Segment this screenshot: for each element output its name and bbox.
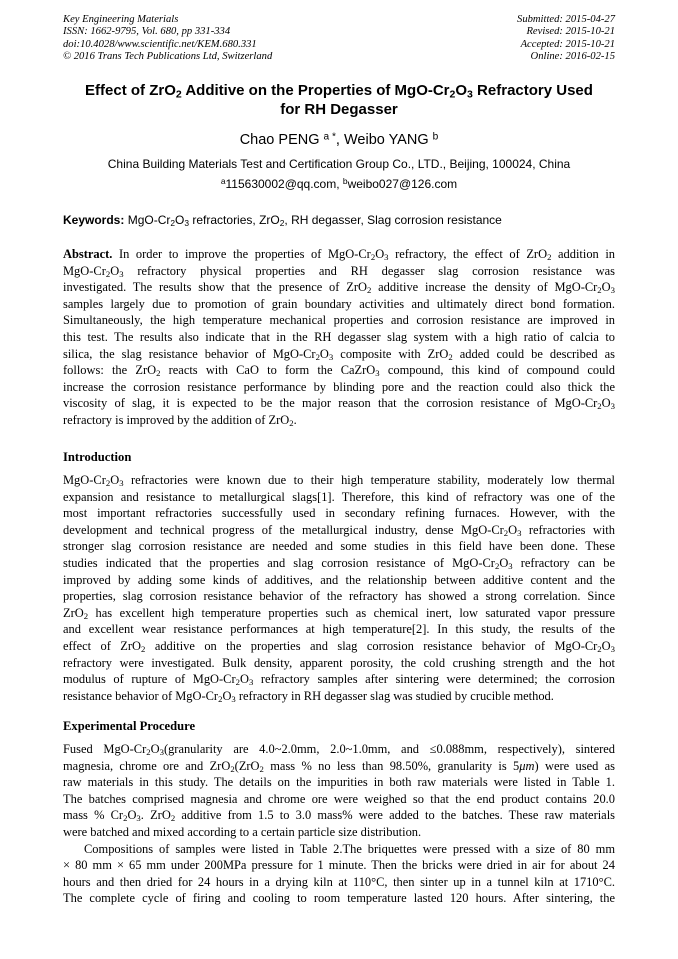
text-line: [63, 296, 615, 313]
issn-line: ISSN: 1662-9795, Vol. 680, pp 331-334: [63, 26, 231, 38]
text-run: improved by adding some kinds of additives, and the relationship between additive content and the: [63, 572, 615, 587]
text-run: raw materials in this study. The details on the impurities in both raw materials were listed in Table 1.: [63, 775, 615, 790]
text-line: [63, 791, 615, 808]
text-line: [63, 588, 615, 605]
introduction-body: [63, 472, 615, 704]
text-run: ZrO: [63, 605, 84, 620]
text-line: [63, 824, 615, 841]
text-run: refractory is improved by the addition of ZrO: [63, 412, 290, 427]
text-line: [63, 890, 615, 907]
text-run: resistance behavior of MgO-Cr: [63, 688, 219, 703]
text-line: [63, 774, 615, 791]
title-text: Effect of ZrO: [85, 82, 176, 99]
title-text: Additive on the Properties of MgO-Cr: [181, 82, 450, 99]
text-run: additive from 1.5 to 3.0 mass% were added to the batches. These raw materials: [175, 808, 615, 823]
text-run: (granularity are 4.0~2.0mm, 2.0~1.0mm, and ≤0.088mm, respectively), sintered: [163, 742, 615, 756]
subscript: 3: [159, 747, 164, 758]
text-line: [63, 741, 615, 758]
subscript: 3: [119, 268, 124, 279]
text-run: and excellent wear resistance performances at high temperature[2]. In this study, the results of the: [63, 622, 615, 637]
text-line: [63, 857, 615, 874]
text-run: . ZrO: [140, 808, 171, 823]
text-line: [63, 758, 615, 775]
subscript: 3: [119, 478, 124, 489]
author-affiliation-marker: a *: [323, 131, 336, 143]
text-line: [63, 312, 615, 329]
subscript: 2: [105, 268, 111, 279]
subscript: 2: [494, 561, 500, 572]
text-run: reacts with CaO to form the CaZrO: [160, 363, 376, 378]
text-line: [63, 874, 615, 891]
text-line: [63, 538, 615, 555]
subscript: 3: [375, 368, 380, 379]
subscript: 2: [218, 693, 223, 704]
text-line: [63, 279, 615, 296]
text-line: [63, 246, 615, 263]
text-run: properties, slag corrosion resistance behavior of the refractory has showed a strong correlation. Since: [63, 589, 615, 604]
text-run: increase the corrosion resistance performance by blinding pore and the reaction could also thick the: [63, 379, 615, 394]
subscript: 2: [449, 88, 456, 101]
text-line: [63, 841, 615, 858]
text-line: [63, 263, 615, 280]
text-run: composite with ZrO: [333, 346, 449, 361]
subscript: 3: [136, 813, 141, 824]
text-run: magnesia, chrome ore and ZrO: [63, 758, 231, 773]
accepted-date: Accepted: 2015-10-21: [520, 38, 615, 50]
text-run: × 80 mm × 65 mm under 200MPa pressure for 1 minute. Then the bricks were dried in air for about 24: [63, 858, 615, 873]
text-run: refractories were known due to their high temperature stability, moderately low thermal: [123, 473, 615, 487]
subscript: 2: [503, 527, 509, 538]
text-run: were batched and mixed according to a certain particle size distribution.: [63, 824, 422, 839]
text-run: O: [601, 638, 611, 653]
text-run: O: [319, 346, 329, 361]
subscript: 3: [231, 693, 236, 704]
text-run: refractory were investigated. Bulk density, apparent porosity, the cold crushing strength and the hot: [63, 655, 615, 670]
text-run: Fused MgO-Cr: [63, 742, 147, 756]
text-run: The complete cycle of firing and cooling to room temperature lasted 120 hours. After sintering, the: [63, 891, 615, 906]
text-run: O: [601, 396, 611, 411]
text-run: refractory, the effect of ZrO: [388, 247, 548, 261]
subscript: 3: [467, 88, 473, 101]
subscript: 2: [289, 418, 294, 429]
text-run: refractory samples after sintering were determined; the corrosion: [253, 672, 615, 687]
introduction-heading: Introduction: [63, 450, 132, 464]
email-marker: a: [220, 176, 226, 187]
text-run: O: [222, 688, 232, 703]
text-run: expansion and resistance to metallurgical slags[1]. Therefore, this kind of refractory was one of the: [63, 489, 615, 504]
subscript: 2: [370, 252, 376, 263]
keyword-text: O: [175, 213, 185, 227]
text-run: MgO-Cr: [63, 263, 106, 278]
author-separator: ,: [335, 132, 344, 148]
text-line: [63, 572, 615, 589]
text-run: In order to improve the properties of MgO-Cr: [112, 247, 371, 261]
experimental-body: [63, 741, 615, 907]
text-run: additive increase the density of MgO-Cr: [371, 280, 598, 295]
text-line: [63, 362, 615, 379]
subscript: 2: [547, 252, 552, 263]
text-run: modulus of rupture of MgO-Cr: [63, 672, 236, 687]
author-name: Weibo YANG: [343, 132, 433, 148]
doi-line: doi:10.4028/www.scientific.net/KEM.680.331: [63, 38, 257, 50]
text-line: [63, 671, 615, 688]
title-text: Refractory Used: [472, 82, 593, 99]
copyright-line: © 2016 Trans Tech Publications Ltd, Switzerland: [63, 50, 273, 62]
text-run: hours and then dried for 24 hours in a drying kiln at 110°C, then sinter up in a tunnel kiln at 1710°C.: [63, 874, 615, 889]
text-run: refractories with: [521, 522, 615, 537]
text-line: [63, 807, 615, 824]
email-marker: b: [342, 176, 348, 187]
keyword-text: MgO-Cr: [124, 213, 171, 227]
subscript: 2: [366, 285, 372, 296]
text-run: MgO-Cr: [63, 473, 106, 487]
publication-dates: [517, 14, 615, 63]
subscript: 3: [517, 527, 522, 538]
subscript: 2: [597, 401, 602, 412]
keyword-text: , RH degasser, Slag corrosion resistance: [284, 213, 502, 227]
text-line: [63, 489, 615, 506]
text-line: [63, 655, 615, 672]
subscript: 3: [610, 401, 615, 412]
text-line: [63, 522, 615, 539]
subscript: 2: [315, 351, 320, 362]
submitted-date: Submitted: 2015-04-27: [517, 14, 615, 25]
text-run: refractory physical properties and RH degasser slag corrosion resistance was: [123, 263, 615, 278]
text-line: [63, 621, 615, 638]
journal-name: Key Engineering Materials: [63, 14, 179, 25]
text-line: [63, 555, 615, 572]
text-run: samples largely due to promotion of grain boundary activities and ultimately direct bond formation.: [63, 296, 615, 311]
subscript: 2: [170, 218, 176, 229]
text-run: effect of ZrO: [63, 638, 142, 653]
text-run: follows: the ZrO: [63, 363, 157, 378]
text-run: .: [293, 412, 297, 427]
author-list: [0, 131, 678, 149]
text-run: Compositions of samples were listed in Table 2.The briquettes were pressed with a size of 80 mm: [84, 841, 615, 856]
text-run: O: [499, 555, 509, 570]
subscript: 2: [175, 88, 182, 101]
revised-date: Revised: 2015-10-21: [526, 26, 615, 38]
text-run: development and technical progress of the metallurgical industry, dense MgO-Cr: [63, 522, 504, 537]
author-affiliation-marker: b: [432, 131, 439, 143]
subscript: 3: [384, 252, 389, 263]
unit-symbol: μm: [519, 758, 535, 773]
online-date: Online: 2016-02-15: [530, 50, 615, 62]
text-line: [63, 505, 615, 522]
text-run: investigated. The results show that the presence of ZrO: [63, 280, 367, 295]
paper-title: [50, 81, 628, 119]
subscript: 3: [328, 351, 334, 362]
subscript: 3: [184, 218, 190, 229]
text-run: (ZrO: [234, 758, 260, 773]
journal-info: [63, 14, 272, 63]
text-run: mass % Cr: [63, 808, 124, 823]
email-link: 115630002@qq.com,: [225, 177, 343, 191]
text-run: studies indicated that the properties and slag corrosion resistance of MgO-Cr: [63, 555, 495, 570]
subscript: 3: [248, 677, 254, 688]
text-line: [63, 412, 615, 429]
subscript: 2: [123, 813, 128, 824]
text-run: O: [601, 280, 611, 295]
text-run: mass % no less than 98.50%, granularity is 5: [263, 758, 520, 773]
subscript: 2: [597, 285, 602, 296]
text-run: O: [110, 263, 120, 278]
subscript: 2: [235, 677, 240, 688]
text-run: O: [150, 742, 160, 756]
text-run: addition in: [551, 247, 615, 261]
text-run: viscosity of slag, it is expected to be the major reason that the corrosion resistance of MgO-Cr: [63, 396, 598, 411]
email-link: weibo027@126.com: [347, 177, 458, 191]
text-run: this test. The results also indicate that in the RH degasser slag system with a high ratio of calcia to: [63, 329, 615, 344]
text-line: [63, 346, 615, 363]
title-line-1: [50, 81, 628, 100]
text-run: refractory in RH degasser slag was studied by crucible method.: [235, 688, 554, 703]
subscript: 2: [279, 218, 285, 229]
subscript: 2: [597, 644, 602, 655]
author-name: Chao PENG: [239, 132, 324, 148]
text-run: O: [375, 247, 385, 261]
subscript: 2: [156, 368, 161, 379]
text-run: additive on the properties and slag corrosion resistance behavior of MgO-Cr: [145, 638, 598, 653]
text-run: has excellent high temperature properties such as chemical inert, low saturated vapor pressure: [88, 605, 615, 620]
keywords-label: Keywords:: [63, 213, 125, 227]
text-line: [63, 638, 615, 655]
text-run: O: [127, 808, 137, 823]
subscript: 2: [146, 747, 151, 758]
subscript: 2: [141, 644, 146, 655]
text-run: refractory can be: [512, 555, 615, 570]
subscript: 2: [105, 478, 111, 489]
author-emails: [0, 176, 678, 192]
text-run: ) were used as: [534, 758, 615, 773]
abstract-label: Abstract.: [63, 247, 113, 261]
title-line-2: for RH Degasser: [280, 101, 398, 118]
text-line: [63, 472, 615, 489]
text-run: compound, this kind of compound could: [379, 363, 615, 378]
text-run: O: [239, 672, 249, 687]
subscript: 2: [259, 763, 264, 774]
text-run: stronger slag corrosion resistance are needed and some studies in this field have been done. These: [63, 539, 615, 554]
text-line: [63, 329, 615, 346]
text-line: [63, 688, 615, 705]
text-run: Simultaneously, the high temperature mechanical properties and corrosion resistance are improved in: [63, 313, 615, 328]
keyword-text: refractories, ZrO: [189, 213, 280, 227]
subscript: 2: [230, 763, 235, 774]
title-text: O: [455, 82, 468, 99]
text-run: The batches comprised magnesia and chrome ore were weighed so that the end product contains 20.0: [63, 791, 615, 806]
text-run: added could be described as: [452, 346, 615, 361]
text-run: most important refractories successfully used in secondary refining furnaces. However, with the: [63, 506, 615, 521]
experimental-heading: Experimental Procedure: [63, 719, 196, 733]
text-line: [63, 395, 615, 412]
text-line: [63, 379, 615, 396]
subscript: 2: [170, 813, 176, 824]
subscript: 2: [83, 610, 89, 621]
text-run: silica, the slag resistance behavior of MgO-Cr: [63, 346, 316, 361]
abstract: [63, 246, 615, 429]
text-line: [63, 605, 615, 622]
subscript: 3: [508, 561, 513, 572]
affiliation: China Building Materials Test and Certification Group Co., LTD., Beijing, 100024, China: [107, 157, 571, 171]
text-run: O: [110, 473, 120, 487]
keywords: [63, 212, 615, 228]
subscript: 3: [610, 644, 615, 655]
subscript: 2: [448, 351, 453, 362]
text-run: O: [508, 522, 518, 537]
subscript: 3: [610, 285, 615, 296]
